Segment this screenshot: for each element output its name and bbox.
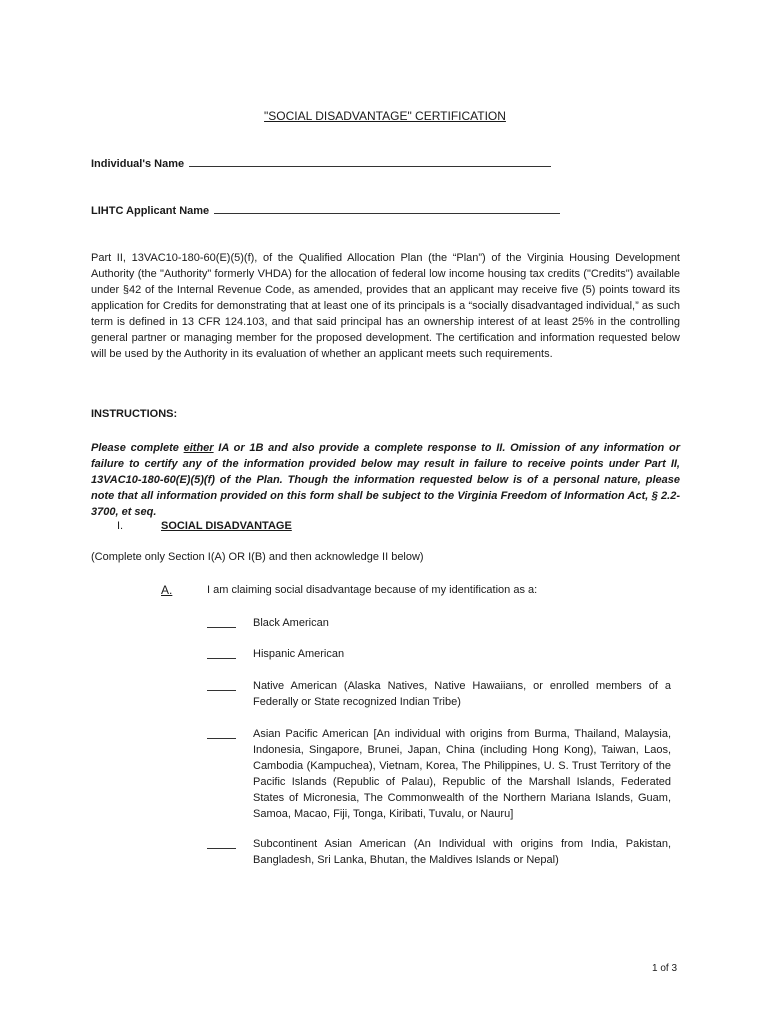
option-subcontinent-asian-american: Subcontinent Asian American (An Individual with origins from India, Pakistan, Bangladesh, Sri Lanka, Bhutan, the Maldives Islands or Nepal) (253, 838, 671, 866)
option-blank-native-american[interactable] (207, 690, 236, 691)
page-number: 1 of 3 (652, 963, 678, 974)
option-asian-pacific-american: Asian Pacific American [An individual with origins from Burma, Thailand, Malaysia, Indonesia, Singapore, Brunei, Japan, China (including Hong Kong), Taiwan, Laos, Cambodia (Kampuchea), Vietnam, Korea, The Philippines, U. S. Trust Territory of the Pacific Islands (Republic of Palau), Republic of the Marshall Islands, Federated States of Micronesia, The Commonwealth of the Northern Mariana Islands, Guam, Samoa, Macao, Fiji, Tonga, Kiribati, Tuvalu, or Nauru] (253, 728, 671, 820)
individual-name-blank[interactable] (189, 156, 551, 167)
instructions-text-after: IA or 1B and also provide a complete response to II. Omission of any information or failure to certify any of the information provided below may result in failure to receive points under Part II, 13VAC10-180-60(E)(5)(f) of the Plan. Though the information requested below is of a personal nature, please note that all information provided on this form shall be subject to the Virginia Freedom of Information Act, § 2.2-3700, et seq. (91, 442, 680, 518)
option-blank-subcontinent-asian-american[interactable] (207, 848, 236, 849)
intro-paragraph: Part II, 13VAC10-180-60(E)(5)(f), of the Qualified Allocation Plan (the “Plan”) of the Virginia Housing Development Authority (the "Authority" formerly VHDA) for the allocation of federal low income housing tax credits ("Credits") available under §42 of the Internal Revenue Code, as amended, provides that an applicant may receive five (5) points toward its application for Credits for demonstrating that at least one of its principals is a “socially disadvantaged individual,” as such term is defined in 13 CFR 124.103, and that said principal has an ownership interest of at least 25% in the controlling general partner or managing member for the proposed development. The certification and information requested below will be used by the Authority in its evaluation of whether an applicant meets such requirements. (91, 252, 680, 360)
document-title: "SOCIAL DISADVANTAGE" CERTIFICATION (264, 109, 506, 123)
individual-name-label: Individual's Name (91, 158, 185, 170)
section-number: I. (117, 520, 124, 532)
applicant-name-field[interactable] (91, 203, 560, 217)
instructions-text-before: Please complete (91, 442, 184, 454)
section-title: SOCIAL DISADVANTAGE (161, 520, 292, 532)
individual-name-field[interactable] (91, 156, 551, 170)
instructions-heading: INSTRUCTIONS: (91, 408, 178, 420)
subsection-letter: A. (161, 583, 173, 597)
option-blank-black-american[interactable] (207, 627, 236, 628)
section-note: (Complete only Section I(A) OR I(B) and then acknowledge II below) (91, 551, 424, 563)
option-hispanic-american: Hispanic American (253, 648, 345, 660)
subsection-text: I am claiming social disadvantage because of my identification as a: (207, 584, 538, 596)
instructions-text (91, 440, 680, 520)
applicant-name-blank[interactable] (214, 203, 560, 214)
option-black-american: Black American (253, 617, 329, 629)
option-blank-asian-pacific-american[interactable] (207, 738, 236, 739)
applicant-name-label: LIHTC Applicant Name (91, 205, 210, 217)
instructions-emphasis: either (183, 442, 214, 454)
option-blank-hispanic-american[interactable] (207, 658, 236, 659)
option-native-american: Native American (Alaska Natives, Native Hawaiians, or enrolled members of a Federally or State recognized Indian Tribe) (253, 680, 671, 708)
